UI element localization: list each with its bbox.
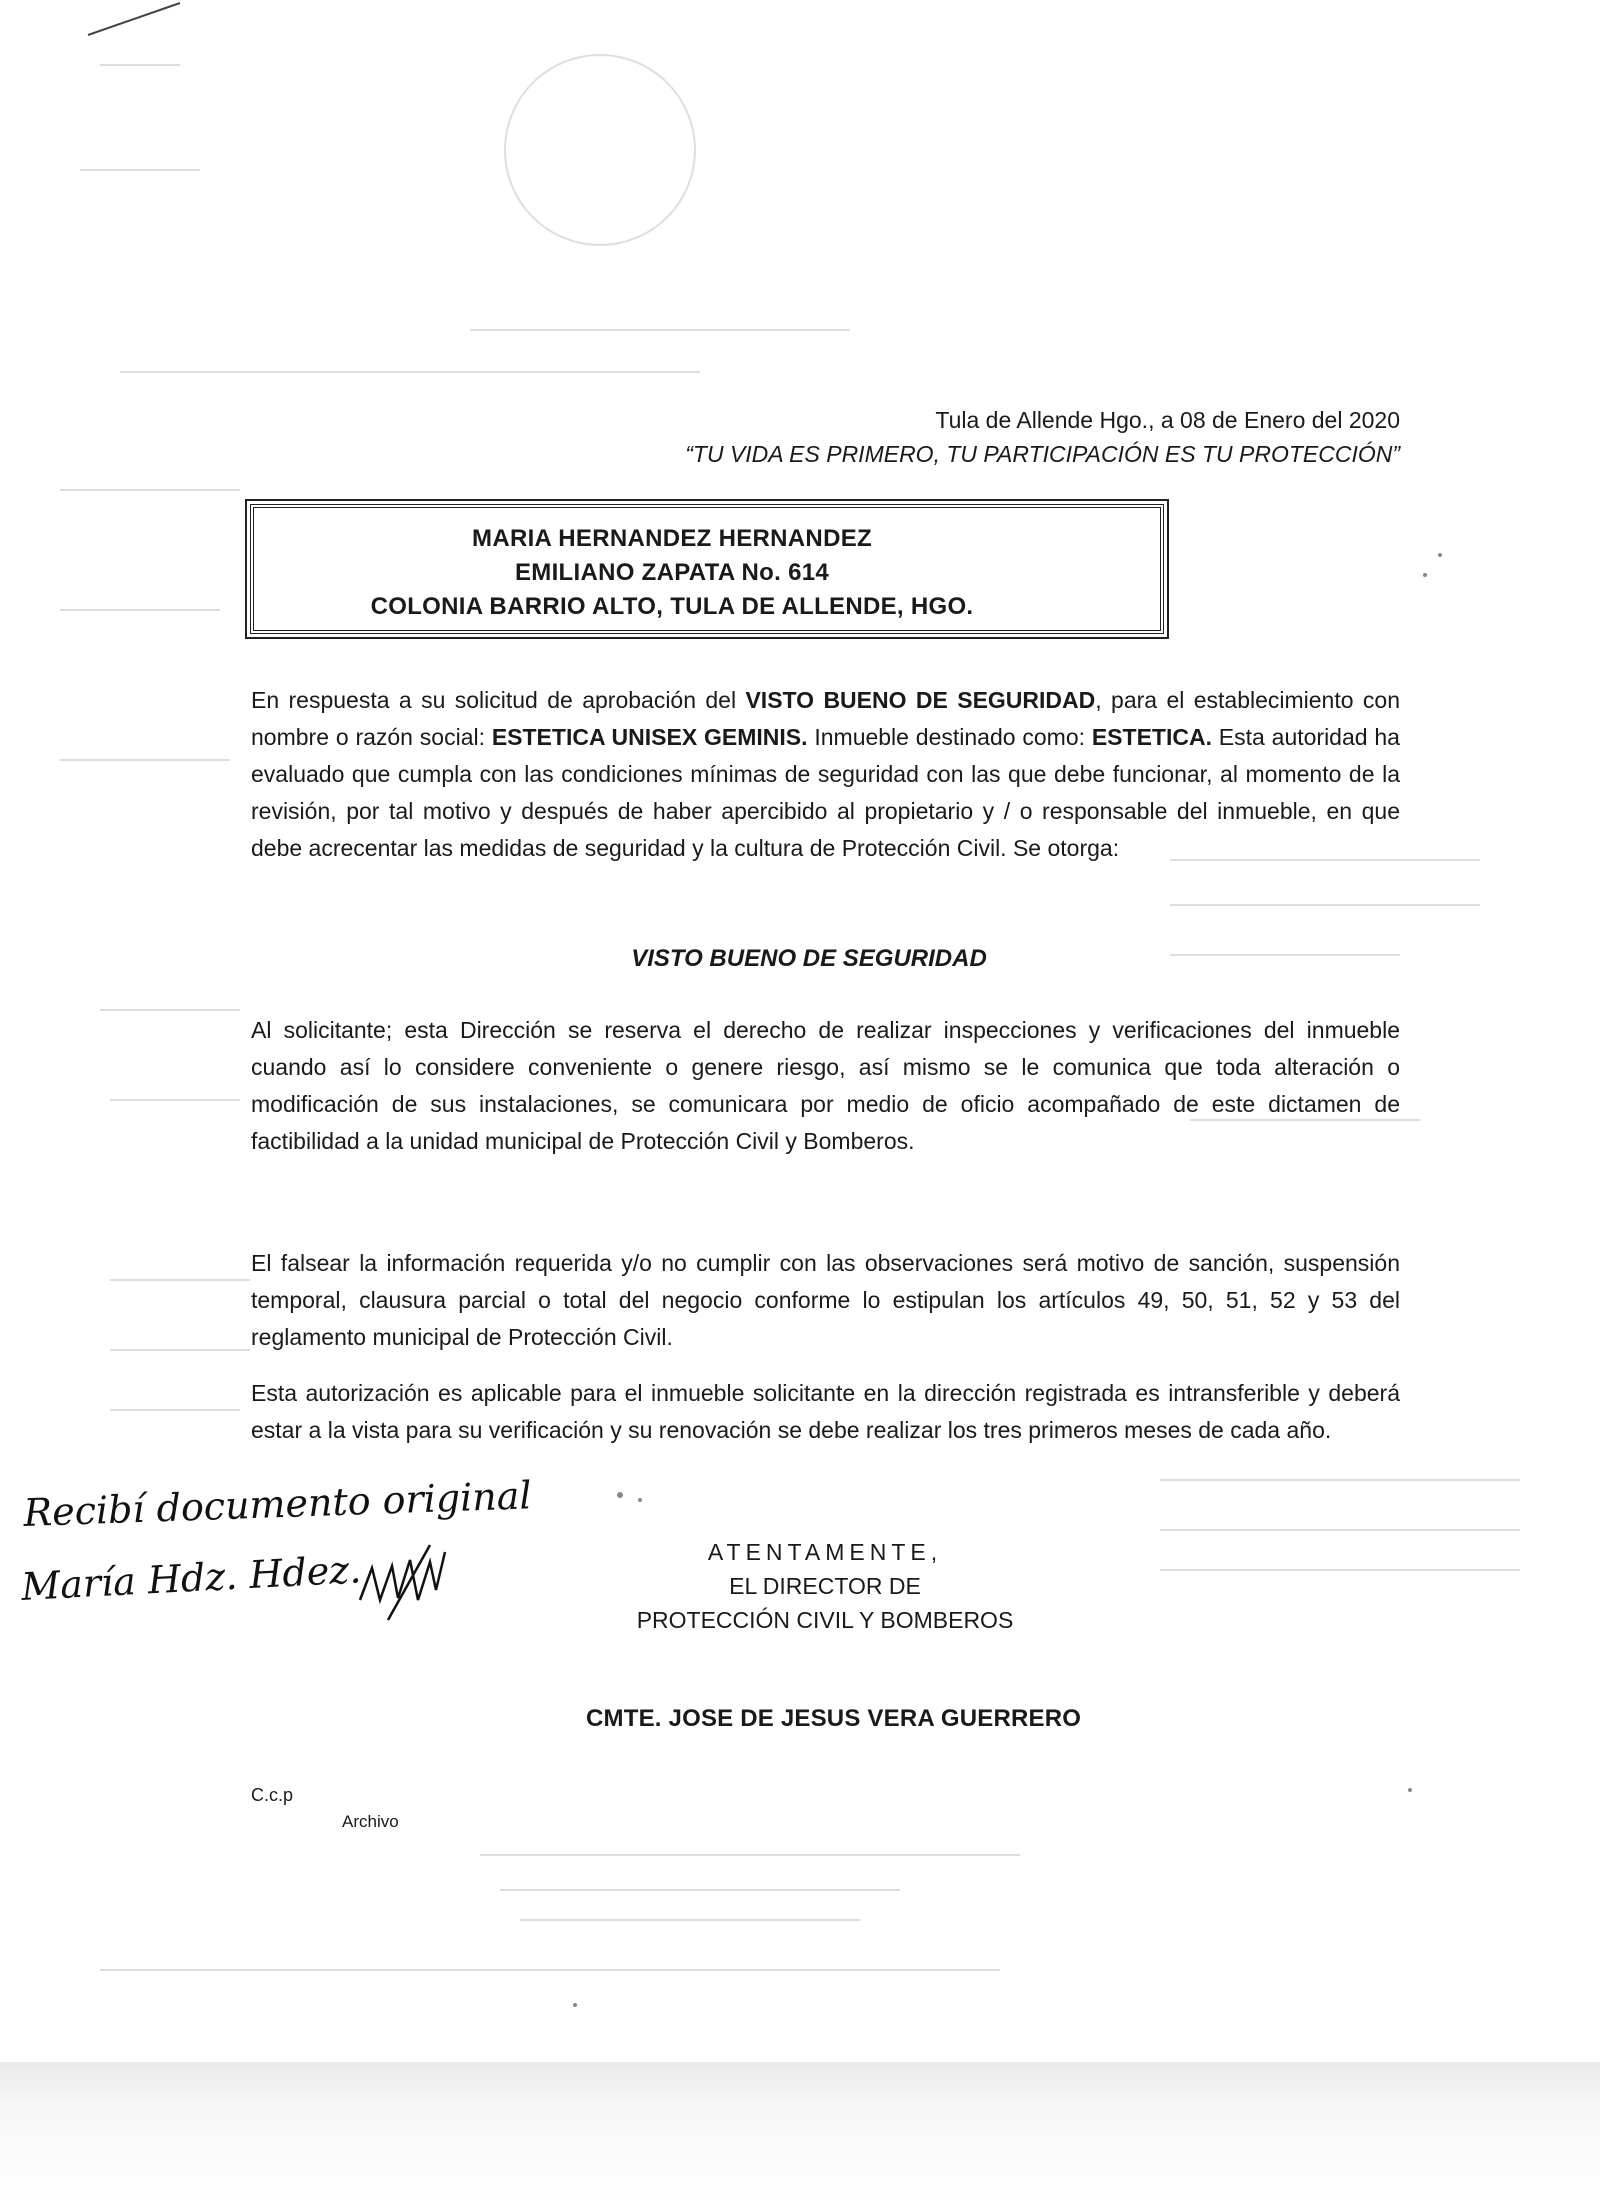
p1-business-name: ESTETICA UNISEX GEMINIS. [491, 724, 808, 750]
ccp-label: C.c.p [251, 1785, 294, 1805]
p1-text-a: En respuesta a su solicitud de aprobación del [251, 687, 746, 713]
closing-block [600, 1535, 1050, 1637]
place-and-date: Tula de Allende Hgo., a 08 de Enero del 2020 [935, 407, 1400, 433]
document-header [685, 403, 1400, 471]
handwritten-received-note: Recibí documento original [22, 1473, 533, 1535]
subject-title: VISTO BUENO DE SEGURIDAD [631, 945, 987, 972]
director-title-2: PROTECCIÓN CIVIL Y BOMBEROS [636, 1607, 1014, 1633]
scan-bottom-strip [0, 2062, 1600, 2200]
salutation: ATENTAMENTE, [707, 1539, 943, 1565]
paragraph-authorization: Esta autorización es aplicable para el inmueble solicitante en la dirección registrada es intransferible y deberá estar a la vista para su verificación y su renovación se debe realizar los tres primeros meses de cada año. [251, 1380, 1400, 1443]
p1-text-c: , para el establecimiento con nombre o razón social: [251, 687, 1400, 750]
recipient-box [250, 504, 1164, 634]
recipient-street: EMILIANO ZAPATA No. 614 [514, 559, 830, 586]
motto: “TU VIDA ES PRIMERO, TU PARTICIPACIÓN ES TU PROTECCIÓN” [685, 441, 1400, 467]
paragraph-sanctions: El falsear la información requerida y/o no cumplir con las observaciones será motivo de sanción, suspensión temporal, clausura parcial o total del negocio conforme lo estipulan los artículos 49, 50, 51, 52 y 53 del reglamento municipal de Protección Civil. [251, 1250, 1400, 1350]
p1-use-type: ESTETICA. [1091, 724, 1212, 750]
recipient-name: MARIA HERNANDEZ HERNANDEZ [472, 525, 872, 552]
p1-text-e: Inmueble destinado como: [807, 724, 1092, 750]
recipient-colony: COLONIA BARRIO ALTO, TULA DE ALLENDE, HGO. [370, 593, 974, 620]
handwritten-name: María Hdz. Hdez. [20, 1547, 363, 1609]
p1-visto-bueno: VISTO BUENO DE SEGURIDAD [745, 687, 1096, 713]
archivo-label: Archivo [342, 1812, 399, 1831]
paragraph-inspections: Al solicitante; esta Dirección se reserva el derecho de realizar inspecciones y verificaciones del inmueble cuando así lo considere conveniente o genere riesgo, así mismo se le comunica que toda alteración o modificación de sus instalaciones, se comunicara por medio de oficio acompañado de este dictamen de factibilidad a la unidad municipal de Protección Civil y Bomberos. [251, 1017, 1400, 1154]
paragraph-request [251, 682, 1400, 867]
director-title-1: EL DIRECTOR DE [729, 1573, 921, 1599]
signer-name: CMTE. JOSE DE JESUS VERA GUERRERO [586, 1705, 1082, 1732]
p1-text-g: Esta autoridad ha evaluado que cumpla con las condiciones mínimas de seguridad con las que debe funcionar, al momento de la revisión, por tal motivo y después de haber apercibido al propietario y / o responsable del inmueble, en que debe acrecentar las medidas de seguridad y la cultura de Protección Civil. Se otorga: [251, 724, 1400, 861]
